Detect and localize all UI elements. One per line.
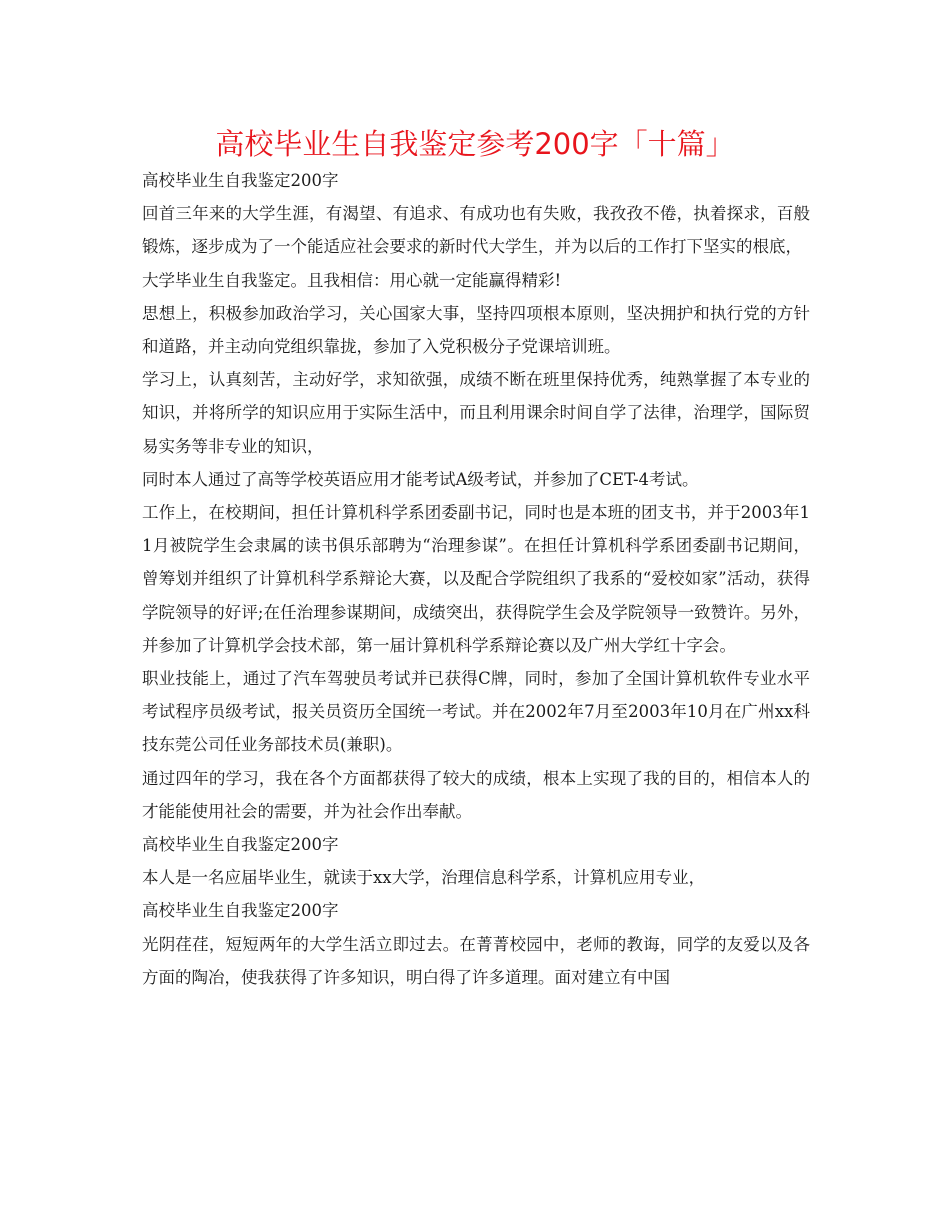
paragraph-heading: 高校毕业生自我鉴定200字 xyxy=(142,835,339,855)
paragraph-heading: 高校毕业生自我鉴定200字 xyxy=(142,171,339,190)
paragraph: 光阴荏荏，短短两年的大学生活立即过去。在菁菁校园中，老师的教诲，同学的友爱以及各方面的陶冶，使我获得了许多知识，明白得了许多道理。面对建立有中国 xyxy=(142,934,810,987)
paragraph: 工作上，在校期间，担任计算机科学系团委副书记，同时也是本班的团支书，并于2003年11月被院学生会隶属的读书俱乐部聘为“治理参谋”。在担任计算机科学系团委副书记期间，曾筹划并组织了计算机科学系辩论大赛，以及配合学院组织了我系的“爱校如家”活动，获得学院领导的好评;在任治理参谋期间，成绩突出，获得院学生会及学院领导一致赞许。另外，并参加了计算机学会技术部，第一届计算机科学系辩论赛以及广州大学红十字会。 xyxy=(142,503,810,655)
paragraph: 大学毕业生自我鉴定。且我相信：用心就一定能赢得精彩! xyxy=(142,270,562,290)
paragraph: 本人是一名应届毕业生，就读于xx大学，治理信息科学系，计算机应用专业， xyxy=(142,868,706,888)
paragraph-heading: 高校毕业生自我鉴定200字 xyxy=(142,901,339,921)
paragraph: 学习上，认真刻苦，主动好学，求知欲强，成绩不断在班里保持优秀，纯熟掌握了本专业的知识，并将所学的知识应用于实际生活中，而且利用课余时间自学了法律，治理学，国际贸易实务等非专业的知识， xyxy=(142,370,810,456)
paragraph: 职业技能上，通过了汽车驾驶员考试并已获得C牌，同时，参加了全国计算机软件专业水平考试程序员级考试，报关员资历全国统一考试。并在2002年7月至2003年10月在广州xx科技东莞公司任业务部技术员(兼职)。 xyxy=(142,669,810,755)
paragraph: 同时本人通过了高等学校英语应用才能考试A级考试，并参加了CET-4考试。 xyxy=(142,469,699,489)
paragraph: 回首三年来的大学生涯，有渴望、有追求、有成功也有失败，我孜孜不倦，执着探求，百般锻炼，逐步成为了一个能适应社会要求的新时代大学生，并为以后的工作打下坚实的根底， xyxy=(142,204,810,257)
paragraph: 通过四年的学习，我在各个方面都获得了较大的成绩，根本上实现了我的目的，相信本人的才能能使用社会的需要，并为社会作出奉献。 xyxy=(142,768,810,821)
document-body xyxy=(142,164,810,994)
paragraph: 思想上，积极参加政治学习，关心国家大事，坚持四项根本原则，坚决拥护和执行党的方针和道路，并主动向党组织靠拢，参加了入党积极分子党课培训班。 xyxy=(142,303,810,357)
document-title: 高校毕业生自我鉴定参考200字「十篇」 xyxy=(215,127,735,161)
